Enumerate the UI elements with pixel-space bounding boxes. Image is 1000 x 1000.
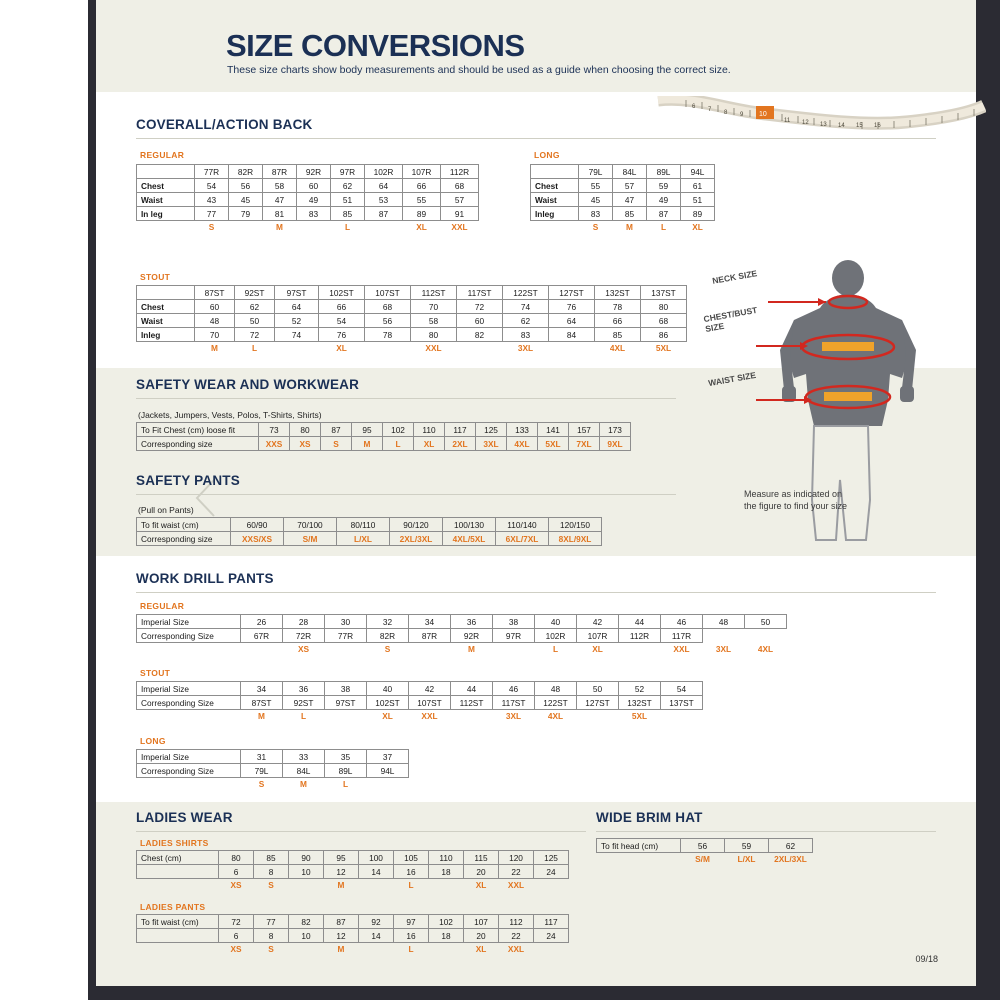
section-heading-safety-wear: SAFETY WEAR AND WORKWEAR: [136, 377, 360, 392]
table-row: Waist 45 47 49 51: [531, 193, 715, 207]
tape-measure-icon: [656, 96, 986, 140]
subheading-wdp-regular: REGULAR: [140, 601, 185, 611]
table-row-sizes: XS S M L XL XXL: [230, 880, 525, 891]
page-frame-right: [975, 0, 1000, 1000]
table-row-sizes: M L XL XXL 3XL 4XL 5XL: [258, 711, 648, 722]
footer-revision-code: 09/18: [915, 954, 938, 964]
table-coverall-regular: [136, 164, 479, 234]
table-row: Corresponding size XXS/XS S/M L/XL 2XL/3XL 4XL/5XL 6XL/7XL 8XL/9XL: [137, 532, 602, 546]
figure-label-neck: NECK SIZE: [711, 268, 758, 286]
table-row: To fit waist (cm) 72 77 82 87 92 97 102 107 112 117: [137, 915, 569, 929]
table-row: In leg 77 79 81 83 85 87 89 91: [137, 207, 479, 221]
band-ladies: [96, 802, 976, 986]
svg-text:16: 16: [874, 123, 881, 129]
table-coverall-long: [530, 164, 715, 234]
table-wdp-long: [136, 749, 409, 791]
table-row: Chest (cm) 80 85 90 95 100 105 110 115 120 125: [137, 851, 569, 865]
table-wdp-regular: [136, 614, 787, 656]
divider-wide-brim-hat: [596, 831, 936, 832]
divider-safety-wear: [136, 398, 676, 399]
table-row: Inleg 83 85 87 89: [531, 207, 715, 221]
table-row: Corresponding Size 87ST 92ST 97ST 102ST 107ST 112ST 117ST 122ST 127ST 132ST 137ST: [137, 696, 703, 710]
svg-text:10: 10: [759, 111, 767, 118]
section-heading-coverall: COVERALL/ACTION BACK: [136, 117, 313, 132]
svg-text:7: 7: [708, 107, 712, 113]
svg-text:11: 11: [784, 118, 791, 124]
table-row: Imperial Size 34 36 38 40 42 44 46 48 50 52 54: [137, 682, 703, 696]
page-frame-bottom: [88, 985, 1000, 1000]
figure-caption: Measure as indicated on the figure to find your size: [744, 489, 848, 512]
subheading-coverall-long: LONG: [534, 150, 560, 160]
table-row-sizes: XS S M L XL XXL: [230, 944, 525, 955]
table-ladies-shirts: [136, 850, 569, 892]
svg-text:8: 8: [724, 110, 728, 116]
page-frame-left: [88, 0, 96, 1000]
table-wide-brim-hat: [596, 838, 813, 866]
table-row: Chest 55 57 59 61: [531, 179, 715, 193]
section-heading-wide-brim-hat: WIDE BRIM HAT: [596, 810, 703, 825]
page-subtitle: These size charts show body measurements and should be used as a guide when choosing the correct size.: [227, 64, 731, 76]
divider-work-drill-pants: [136, 592, 936, 593]
table-row: Waist 43 45 47 49 51 53 55 57: [137, 193, 479, 207]
table-wdp-stout: [136, 681, 703, 723]
table-row: 6 8 10 12 14 16 18 20 22 24: [137, 865, 569, 879]
table-ladies-pants: [136, 914, 569, 956]
table-row: Chest 54 56 58 60 62 64 66 68: [137, 179, 479, 193]
subheading-coverall-stout: STOUT: [140, 272, 171, 282]
page-title: SIZE CONVERSIONS: [226, 28, 525, 63]
subheading-ladies-shirts: LADIES SHIRTS: [140, 838, 209, 848]
table-safety-wear: [136, 422, 631, 451]
divider-coverall: [136, 138, 936, 139]
table-row-sizes: XS S M L XL XXL 3XL 4XL: [297, 644, 774, 655]
table-row-sizes: M L XL XXL 3XL 4XL 5XL: [211, 343, 672, 354]
table-row: To fit head (cm) 56 59 62: [597, 839, 813, 853]
table-safety-pants: [136, 517, 602, 546]
svg-text:14: 14: [838, 123, 845, 129]
subheading-coverall-regular: REGULAR: [140, 150, 185, 160]
table-coverall-stout: [136, 285, 687, 355]
svg-text:15: 15: [856, 123, 863, 129]
table-row: 87ST 92ST 97ST 102ST 107ST 112ST 117ST 122ST 127ST 132ST 137ST: [137, 286, 687, 300]
table-row-sizes: S M L XL: [592, 222, 703, 233]
table-row: Corresponding Size 67R 72R 77R 82R 87R 92R 97R 102R 107R 112R 117R: [137, 629, 787, 643]
table-row-sizes: S/M L/XL 2XL/3XL: [695, 854, 807, 865]
figure-label-waist: WAIST SIZE: [707, 369, 757, 389]
subheading-wdp-long: LONG: [140, 736, 166, 746]
note-safety-wear: (Jackets, Jumpers, Vests, Polos, T-Shirts, Shirts): [138, 410, 322, 420]
table-row-sizes: S M L: [258, 779, 349, 790]
table-row: 6 8 10 12 14 16 18 20 22 24: [137, 929, 569, 943]
subheading-wdp-stout: STOUT: [140, 668, 171, 678]
table-row: 77R 82R 87R 92R 97R 102R 107R 112R: [137, 165, 479, 179]
table-row-sizes: S M L XL XXL: [208, 222, 468, 233]
divider-safety-pants: [136, 494, 676, 495]
divider-ladies-wear: [136, 831, 586, 832]
table-row: Corresponding Size 79L 84L 89L 94L: [137, 764, 409, 778]
svg-text:9: 9: [740, 112, 744, 118]
figure-label-chest: CHEST/BUST SIZE: [702, 304, 759, 334]
note-safety-pants: (Pull on Pants): [138, 505, 194, 515]
table-row: 79L 84L 89L 94L: [531, 165, 715, 179]
svg-text:13: 13: [820, 122, 827, 128]
table-row: Inleg 70 72 74 76 78 80 82 83 84 85 86: [137, 328, 687, 342]
table-row: Imperial Size 26 28 30 32 34 36 38 40 42 44 46 48 50: [137, 615, 787, 629]
document-sheet: [96, 0, 976, 986]
table-row: Corresponding size XXS XS S M L XL 2XL 3XL 4XL 5XL 7XL 9XL: [137, 437, 631, 451]
table-row: Waist 48 50 52 54 56 58 60 62 64 66 68: [137, 314, 687, 328]
section-heading-ladies-wear: LADIES WEAR: [136, 810, 233, 825]
table-row: To fit waist (cm) 60/90 70/100 80/110 90/120 100/130 110/140 120/150: [137, 518, 602, 532]
svg-text:6: 6: [692, 104, 696, 110]
table-row: Imperial Size 31 33 35 37: [137, 750, 409, 764]
table-row: Chest 60 62 64 66 68 70 72 74 76 78 80: [137, 300, 687, 314]
table-row: To Fit Chest (cm) loose fit 73 80 87 95 102 110 117 125 133 141 157 173: [137, 423, 631, 437]
section-heading-work-drill-pants: WORK DRILL PANTS: [136, 571, 274, 586]
subheading-ladies-pants: LADIES PANTS: [140, 902, 206, 912]
section-heading-safety-pants: SAFETY PANTS: [136, 473, 240, 488]
svg-text:12: 12: [802, 120, 809, 126]
